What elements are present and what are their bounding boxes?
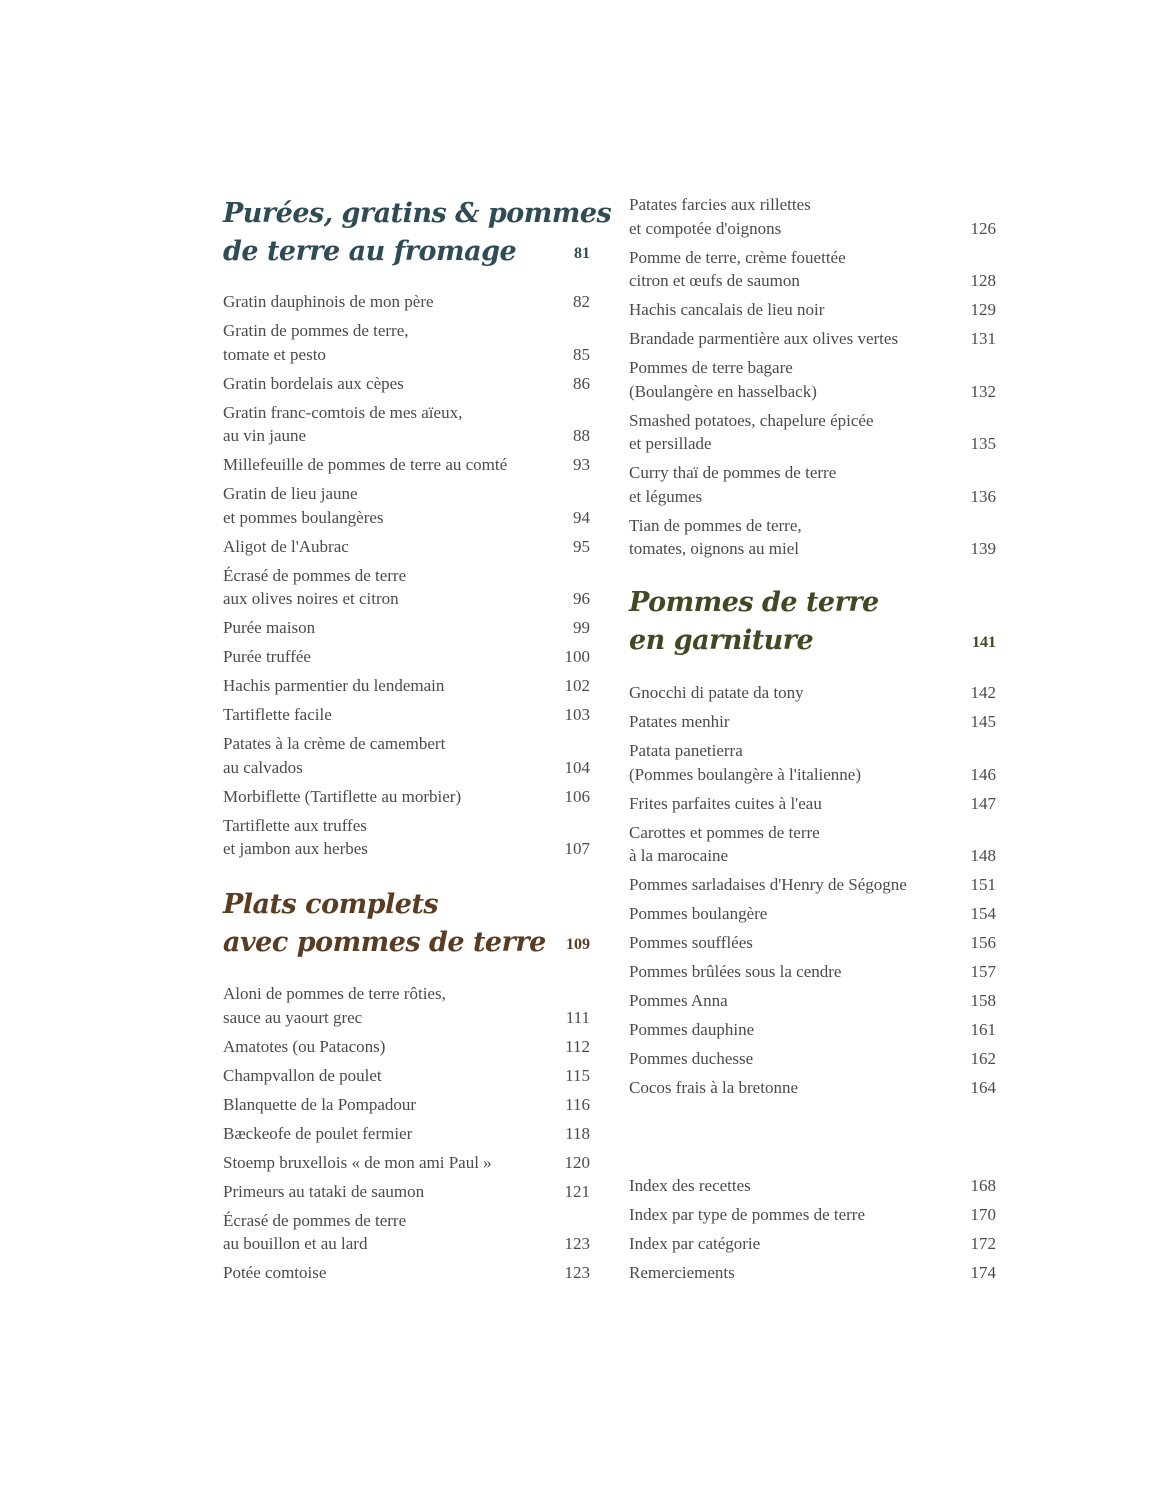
- toc-entry-title: [223, 1093, 590, 1117]
- toc-entry-title: [629, 1047, 996, 1071]
- toc-entry-title-line: Patates à la crème de camembert: [223, 734, 446, 753]
- toc-entry[interactable]: [629, 1174, 996, 1198]
- entry-list-garniture: [629, 681, 996, 1105]
- toc-entry-title-line: Hachis cancalais de lieu noir: [629, 300, 825, 319]
- toc-entry-title-line: à la marocaine: [629, 846, 729, 865]
- toc-entry-title: [629, 1018, 996, 1042]
- toc-entry-title: [223, 1261, 590, 1285]
- section-heading-purees[interactable]: [223, 195, 612, 271]
- toc-entry-title-line: Cocos frais à la bretonne: [629, 1078, 798, 1097]
- toc-entry-page: 86: [573, 373, 590, 393]
- toc-entry[interactable]: [223, 535, 590, 559]
- toc-entry-page: 123: [564, 1263, 590, 1282]
- toc-entry-title-line: Index par catégorie: [629, 1234, 761, 1253]
- toc-entry-title: [223, 290, 590, 314]
- toc-entry[interactable]: [223, 482, 590, 529]
- toc-entry[interactable]: [223, 674, 590, 698]
- toc-entry-page: 147: [970, 793, 996, 813]
- toc-entry-page: 148: [970, 846, 996, 865]
- toc-entry[interactable]: [629, 1076, 996, 1100]
- toc-entry-title: [223, 814, 590, 861]
- toc-entry-title-line: Pommes boulangère: [629, 904, 768, 923]
- toc-entry-page: 95: [573, 536, 590, 556]
- toc-entry-title-line: Morbiflette (Tartiflette au morbier): [223, 786, 462, 806]
- toc-entry-title: [629, 1232, 996, 1256]
- entry-list-plats-continued: [629, 193, 996, 566]
- toc-entry-title-line: au calvados: [223, 757, 303, 777]
- toc-entry-page: 100: [564, 647, 590, 666]
- toc-entry-page: 136: [970, 486, 996, 506]
- toc-entry-title-line: Potée comtoise: [223, 1263, 327, 1282]
- toc-entry[interactable]: [629, 356, 996, 403]
- toc-entry-title: [629, 902, 996, 926]
- toc-entry-page: 121: [564, 1181, 590, 1201]
- toc-entry-title-line: Gratin bordelais aux cèpes: [223, 373, 404, 393]
- toc-entry-page: 112: [565, 1036, 590, 1056]
- toc-entry-title: [223, 732, 590, 779]
- toc-entry[interactable]: [629, 1018, 996, 1042]
- toc-entry-title: [223, 1151, 590, 1175]
- entry-list-plats: [223, 982, 590, 1290]
- toc-entry-title-line: Gratin de lieu jaune: [223, 484, 358, 503]
- section-title: [629, 584, 996, 660]
- toc-entry-title: [223, 1180, 590, 1204]
- toc-entry[interactable]: [629, 246, 996, 293]
- toc-entry-page: 145: [970, 712, 996, 731]
- toc-entry-title-line: Écrasé de pommes de terre: [223, 565, 407, 585]
- toc-entry-page: 156: [970, 933, 996, 952]
- toc-entry-title-line: Gnocchi di patate da tony: [629, 683, 804, 702]
- toc-entry[interactable]: [629, 681, 996, 705]
- toc-entry-title-line: Tartiflette facile: [223, 705, 332, 724]
- toc-entry[interactable]: [223, 616, 590, 640]
- toc-entry[interactable]: [223, 1035, 590, 1059]
- toc-entry-title-line: et jambon aux herbes: [223, 839, 368, 858]
- toc-entry-title: [629, 1174, 996, 1198]
- section-page-number: 109: [566, 936, 590, 953]
- toc-entry[interactable]: [223, 703, 590, 727]
- toc-entry-title: [629, 298, 996, 322]
- toc-entry[interactable]: [629, 193, 996, 240]
- toc-entry-title-line: Champvallon de poulet: [223, 1065, 382, 1085]
- toc-entry[interactable]: [223, 814, 590, 861]
- toc-entry-title: [223, 1035, 590, 1059]
- toc-entry-title: [223, 645, 590, 669]
- toc-entry-title-line: Pommes brûlées sous la cendre: [629, 962, 842, 981]
- toc-entry[interactable]: [223, 645, 590, 669]
- toc-entry-page: 172: [970, 1234, 996, 1253]
- toc-entry-page: 111: [565, 1007, 590, 1027]
- toc-entry-page: 96: [573, 589, 590, 608]
- toc-entry-title-line: Bæckeofe de poulet fermier: [223, 1123, 413, 1143]
- toc-entry-title-line: Patates farcies aux rillettes: [629, 195, 811, 214]
- toc-entry-title-line: tomate et pesto: [223, 344, 326, 364]
- toc-entry[interactable]: [223, 453, 590, 477]
- toc-entry-title-line: Amatotes (ou Patacons): [223, 1036, 386, 1056]
- toc-entry[interactable]: [223, 1093, 590, 1117]
- toc-entry[interactable]: [629, 1261, 996, 1285]
- section-heading-garniture[interactable]: [629, 584, 996, 660]
- toc-entry-title: [223, 1209, 590, 1256]
- toc-entry-title: [629, 792, 996, 816]
- toc-entry[interactable]: [223, 1064, 590, 1088]
- toc-entry-title: [629, 931, 996, 955]
- toc-entry-title-line: et compotée d'oignons: [629, 218, 782, 238]
- toc-entry[interactable]: [223, 1209, 590, 1256]
- toc-entry[interactable]: [629, 792, 996, 816]
- toc-entry-title-line: Gratin de pommes de terre,: [223, 321, 409, 340]
- toc-entry-title-line: Blanquette de la Pompadour: [223, 1094, 417, 1114]
- toc-entry-title: [629, 1261, 996, 1285]
- toc-entry-page: 157: [970, 962, 996, 981]
- entry-list-purees: [223, 290, 590, 866]
- toc-entry-page: 103: [564, 705, 590, 724]
- toc-entry-title-line: au bouillon et au lard: [223, 1234, 368, 1253]
- toc-entry-page: 126: [970, 218, 996, 238]
- toc-entry-page: 85: [573, 344, 590, 364]
- toc-entry-title: [629, 989, 996, 1013]
- toc-entry-page: 106: [564, 786, 590, 806]
- toc-entry-page: 93: [573, 455, 590, 474]
- toc-entry-title-line: Primeurs au tataki de saumon: [223, 1181, 425, 1201]
- toc-entry-page: 139: [970, 539, 996, 558]
- back-matter-list: [629, 1174, 996, 1290]
- toc-entry-page: 129: [970, 300, 996, 319]
- toc-entry-page: 161: [970, 1020, 996, 1039]
- toc-entry-title-line: Hachis parmentier du lendemain: [223, 676, 445, 695]
- toc-entry-title: [223, 785, 590, 809]
- toc-entry-title-line: Index par type de pommes de terre: [629, 1205, 866, 1224]
- toc-entry-page: 131: [970, 329, 996, 348]
- toc-entry-page: 146: [970, 764, 996, 784]
- toc-entry[interactable]: [629, 710, 996, 734]
- toc-entry-title: [629, 681, 996, 705]
- toc-entry-page: 132: [970, 381, 996, 401]
- toc-entry-title: [223, 1122, 590, 1146]
- toc-entry-title: [223, 482, 590, 529]
- toc-entry-title-line: Aligot de l'Aubrac: [223, 536, 349, 556]
- toc-entry-title: [223, 703, 590, 727]
- toc-entry-page: 142: [970, 683, 996, 702]
- toc-entry-title-line: Gratin franc-comtois de mes aïeux,: [223, 402, 463, 422]
- toc-entry-title-line: Tian de pommes de terre,: [629, 515, 802, 535]
- section-heading-plats[interactable]: [223, 886, 590, 962]
- toc-entry-title-line: Purée maison: [223, 618, 316, 637]
- toc-entry[interactable]: [223, 982, 590, 1029]
- toc-entry[interactable]: [629, 514, 996, 561]
- toc-entry-page: 99: [573, 618, 590, 637]
- toc-entry-page: 94: [573, 507, 590, 527]
- section-title-line: avec pommes de terre: [223, 927, 546, 958]
- toc-entry-title-line: Index des recettes: [629, 1176, 751, 1195]
- toc-entry[interactable]: [223, 290, 590, 314]
- toc-entry-title: [223, 453, 590, 477]
- toc-entry[interactable]: [223, 732, 590, 779]
- toc-entry[interactable]: [223, 564, 590, 611]
- toc-entry[interactable]: [223, 1122, 590, 1146]
- toc-entry-title-line: Curry thaï de pommes de terre: [629, 463, 837, 482]
- toc-entry-title: [223, 372, 590, 396]
- toc-entry-title-line: Frites parfaites cuites à l'eau: [629, 793, 822, 813]
- toc-entry-title: [629, 461, 996, 508]
- toc-entry[interactable]: [629, 409, 996, 456]
- toc-entry-title: [629, 356, 996, 403]
- toc-entry[interactable]: [223, 1180, 590, 1204]
- toc-entry-title: [223, 535, 590, 559]
- toc-entry-title-line: Écrasé de pommes de terre: [223, 1210, 407, 1230]
- toc-entry-title: [629, 1203, 996, 1227]
- toc-entry-page: 102: [564, 676, 590, 695]
- toc-entry-title: [629, 873, 996, 897]
- toc-entry[interactable]: [629, 1232, 996, 1256]
- section-title-line: Purées, gratins & pommes: [223, 198, 612, 229]
- toc-entry-page: 135: [970, 434, 996, 453]
- toc-entry[interactable]: [629, 739, 996, 786]
- toc-entry[interactable]: [223, 372, 590, 396]
- toc-entry-title: [223, 616, 590, 640]
- toc-entry[interactable]: [629, 1203, 996, 1227]
- toc-entry[interactable]: [629, 1047, 996, 1071]
- toc-entry-page: 82: [573, 292, 590, 311]
- toc-entry[interactable]: [629, 327, 996, 351]
- toc-entry-page: 174: [970, 1263, 996, 1282]
- toc-entry[interactable]: [629, 960, 996, 984]
- toc-entry[interactable]: [629, 821, 996, 868]
- toc-entry-title-line: et pommes boulangères: [223, 507, 384, 527]
- toc-entry-page: 123: [564, 1234, 590, 1253]
- toc-entry-title: [629, 514, 996, 561]
- toc-entry-page: 88: [573, 426, 590, 445]
- toc-entry[interactable]: [629, 873, 996, 897]
- toc-entry-title-line: au vin jaune: [223, 426, 307, 445]
- toc-entry-page: 162: [970, 1049, 996, 1068]
- toc-entry-title-line: tomates, oignons au miel: [629, 539, 799, 558]
- toc-entry[interactable]: [629, 989, 996, 1013]
- toc-entry-title-line: Patates menhir: [629, 712, 730, 731]
- toc-entry-title-line: et persillade: [629, 434, 712, 453]
- toc-entry[interactable]: [629, 461, 996, 508]
- section-title-line: Pommes de terre: [629, 587, 879, 618]
- toc-entry[interactable]: [629, 931, 996, 955]
- section-title-line: de terre au fromage: [223, 236, 517, 267]
- toc-entry[interactable]: [223, 1261, 590, 1285]
- toc-entry-title: [629, 821, 996, 868]
- toc-entry-title: [629, 710, 996, 734]
- toc-entry-title: [629, 739, 996, 786]
- toc-entry-title: [223, 674, 590, 698]
- toc-entry-title: [223, 564, 590, 611]
- toc-entry-title-line: Purée truffée: [223, 647, 311, 666]
- toc-entry-title-line: Pommes Anna: [629, 991, 728, 1010]
- toc-entry-title-line: citron et œufs de saumon: [629, 271, 800, 290]
- toc-entry-title-line: Remerciements: [629, 1263, 735, 1282]
- toc-entry-title: [629, 246, 996, 293]
- toc-entry-page: 154: [970, 904, 996, 923]
- toc-entry-title-line: Carottes et pommes de terre: [629, 822, 820, 842]
- toc-entry-page: 168: [970, 1176, 996, 1195]
- toc-entry-page: 164: [970, 1078, 996, 1097]
- toc-entry-title-line: Tartiflette aux truffes: [223, 815, 367, 835]
- toc-entry-page: 104: [564, 757, 590, 777]
- toc-entry-title-line: Pommes sarladaises d'Henry de Ségogne: [629, 875, 907, 894]
- toc-entry-title: [629, 960, 996, 984]
- toc-entry-page: 128: [970, 271, 996, 290]
- toc-entry-title: [629, 409, 996, 456]
- toc-entry-page: 120: [564, 1152, 590, 1172]
- toc-entry-title-line: (Boulangère en hasselback): [629, 381, 817, 401]
- toc-entry-title-line: (Pommes boulangère à l'italienne): [629, 764, 862, 784]
- section-title: [223, 195, 612, 271]
- section-title: [223, 886, 590, 962]
- section-title-line: en garniture: [629, 625, 814, 656]
- section-title-line: Plats complets: [223, 889, 439, 920]
- toc-entry-title-line: Millefeuille de pommes de terre au comté: [223, 455, 508, 474]
- toc-entry-page: 158: [970, 991, 996, 1010]
- toc-entry-title-line: Aloni de pommes de terre rôties,: [223, 984, 446, 1003]
- section-page-number: 81: [574, 245, 590, 262]
- toc-entry-title-line: Pommes duchesse: [629, 1049, 754, 1068]
- toc-entry-title-line: Pommes soufflées: [629, 933, 753, 952]
- toc-entry-title-line: Stoemp bruxellois « de mon ami Paul »: [223, 1152, 492, 1172]
- toc-entry-page: 118: [565, 1123, 590, 1143]
- toc-entry-title-line: Brandade parmentière aux olives vertes: [629, 329, 899, 348]
- toc-entry-title-line: Smashed potatoes, chapelure épicée: [629, 410, 874, 430]
- toc-entry-title-line: Pommes dauphine: [629, 1020, 755, 1039]
- toc-entry[interactable]: [629, 902, 996, 926]
- toc-entry[interactable]: [223, 401, 590, 448]
- toc-entry-title: [223, 982, 590, 1029]
- toc-entry-title: [629, 327, 996, 351]
- toc-entry-page: 170: [970, 1205, 996, 1224]
- toc-entry[interactable]: [223, 785, 590, 809]
- toc-entry-page: 151: [970, 875, 996, 894]
- toc-entry-title: [223, 319, 590, 366]
- toc-entry-title: [629, 193, 996, 240]
- toc-entry-title: [223, 401, 590, 448]
- toc-entry-page: 115: [565, 1065, 590, 1085]
- toc-entry-page: 116: [565, 1094, 590, 1114]
- toc-entry-title-line: sauce au yaourt grec: [223, 1007, 363, 1027]
- toc-entry-title-line: Pomme de terre, crème fouettée: [629, 247, 846, 267]
- toc-entry-title-line: Pommes de terre bagare: [629, 358, 793, 377]
- toc-entry[interactable]: [223, 1151, 590, 1175]
- toc-entry[interactable]: [223, 319, 590, 366]
- toc-entry-page: 107: [564, 839, 590, 858]
- toc-entry-title: [223, 1064, 590, 1088]
- toc-entry-title-line: Patata panetierra: [629, 741, 743, 760]
- toc-entry-title-line: aux olives noires et citron: [223, 589, 399, 608]
- toc-entry[interactable]: [629, 298, 996, 322]
- section-page-number: 141: [972, 634, 996, 651]
- toc-entry-title-line: Gratin dauphinois de mon père: [223, 292, 434, 311]
- toc-entry-title-line: et légumes: [629, 486, 703, 506]
- toc-entry-title: [629, 1076, 996, 1100]
